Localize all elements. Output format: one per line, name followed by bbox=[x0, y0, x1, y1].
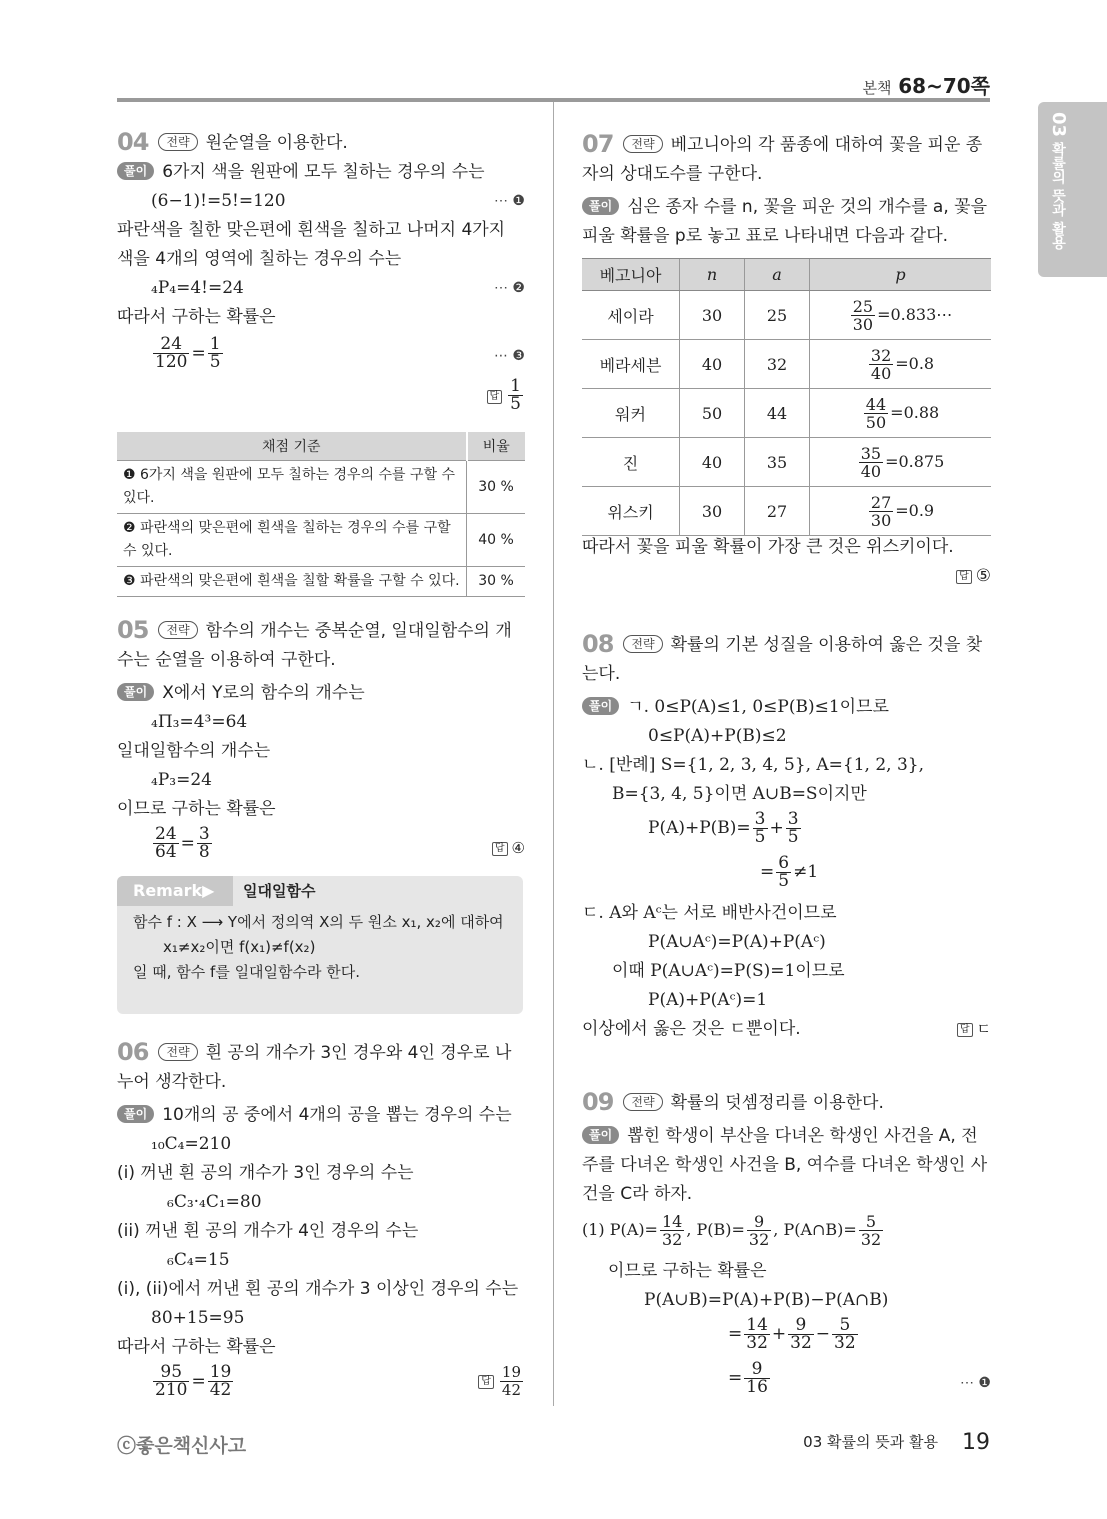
step-marker: ⋯ ❶ bbox=[959, 1375, 991, 1391]
problem-number: 09 bbox=[582, 1088, 614, 1116]
problem-number: 06 bbox=[117, 1038, 149, 1066]
problem-09: 09 전략 확률의 덧셈정리를 이용한다. 풀이 뽑힌 학생이 부산을 다녀온 학생인 사건을 A, 전주를 다녀온 학생인 사건을 B, 여수를 다녀온 학생인 사건을 C라 하자. (1) P(A)= $\frac{14}{32}$ , P(B)= $\frac{9}{32}$ , P(A∩B)= $\frac{5}{32}$ 이므로 구하는 확률은 P(A∪B)=P(A)+P(B)−P(A∩B) = $\frac{14}{32}$ + $\frac{9}{32}$ − $\frac{5}{32}$ = $\frac{9}{16}$ ⋯ ❶ bbox=[582, 1088, 991, 1397]
problem-number: 07 bbox=[582, 130, 614, 158]
problem-08: 08 전략 확률의 기본 성질을 이용하여 옳은 것을 찾는다. 풀이 ㄱ. 0≤P(A)≤1, 0≤P(B)≤1이므로 0≤P(A)+P(B)≤2 ㄴ. [반례] S={1, 2, 3, 4, 5}, A={1, 2, 3}, B={3, 4, 5}이면 A∪B=S이지만 P(A)+P(B)= $\frac{3}{5}$ + $\frac{3}{5}$ = $\frac{6}{5}$ ≠1 ㄷ. A와 Aᶜ는 서로 배반사건이므로 P(A∪Aᶜ)=P(A)+P(Aᶜ) 이때 P(A∪Aᶜ)=P(S)=1이므로 P(A)+P(Aᶜ)=1 이상에서 옳은 것은 ㄷ뿐이다. 답 ㄷ bbox=[582, 630, 991, 1044]
fraction: $\frac{24}{120}$ bbox=[155, 334, 188, 372]
publisher-logo: ⓒ좋은책신사고 bbox=[117, 1435, 247, 1457]
solution-badge: 풀이 bbox=[582, 1126, 619, 1144]
solution-badge: 풀이 bbox=[582, 197, 619, 215]
fraction: $\frac{24}{64}$ bbox=[155, 824, 177, 862]
page-number: 19 bbox=[962, 1430, 990, 1455]
table-row: ❸ 파란색의 맞은편에 흰색을 칠할 확률을 구할 수 있다. 30 % bbox=[117, 567, 525, 597]
solution-badge: 풀이 bbox=[117, 162, 154, 180]
chapter-side-label: 03 확률의 뜻과 활용 bbox=[1048, 112, 1069, 250]
answer: 답 ⑤ bbox=[582, 562, 991, 591]
table-row: 위스키 30 27 $\frac{27}{30}$ =0.9 bbox=[582, 487, 991, 536]
answer: 답 ㄷ bbox=[957, 1015, 991, 1044]
fraction: $\frac{19}{42}$ bbox=[209, 1362, 232, 1400]
page-footer: 03 확률의 뜻과 활용 19 bbox=[803, 1430, 990, 1455]
table-row: 워커 50 44 $\frac{44}{50}$ =0.88 bbox=[582, 389, 991, 438]
answer: 답 ④ bbox=[492, 834, 525, 863]
page-range-header: 본책 68~70쪽 bbox=[862, 74, 990, 98]
table-row: ❷ 파란색의 맞은편에 흰색을 칠하는 경우의 수를 구할 수 있다. 40 % bbox=[117, 514, 525, 567]
step-marker: ⋯ ❸ bbox=[493, 348, 525, 364]
strategy-badge: 전략 bbox=[623, 1093, 662, 1111]
column-divider bbox=[553, 102, 554, 1406]
solution-badge: 풀이 bbox=[582, 697, 619, 715]
strategy-badge: 전략 bbox=[158, 1043, 197, 1061]
problem-number: 05 bbox=[117, 616, 149, 644]
fraction: $\frac{3}{8}$ bbox=[198, 824, 210, 862]
problem-number: 08 bbox=[582, 630, 614, 658]
strategy-badge: 전략 bbox=[158, 621, 197, 639]
step-marker: ⋯ ❶ bbox=[493, 193, 525, 209]
remark-title: 일대일함수 bbox=[243, 882, 316, 900]
problem-number: 04 bbox=[117, 128, 149, 156]
answer: 답 $\frac{19}{42}$ bbox=[478, 1364, 525, 1399]
table-row: 진 40 35 $\frac{35}{40}$ =0.875 bbox=[582, 438, 991, 487]
problem-07: 07 전략 베고니아의 각 품종에 대하여 꽃을 피운 종자의 상대도수를 구한다. 풀이 심은 종자 수를 n, 꽃을 피운 것의 개수를 a, 꽃을 피울 확률을 p로 놓고 표로 나타내면 다음과 같다. bbox=[582, 130, 987, 246]
begonia-table: 베고니아 n a p 세이라 30 25 $\frac{25}{30}$ =0.833⋯ 베라세븐 40 32 $\frac{32}{40}$ =0.8 워커 50 44 $\frac{44}{50}$ =0.88 진 40 35 $\frac{35}{40}$ =0.875 위스키 30 27 $\frac{27}{30}$ =0.9 bbox=[582, 258, 991, 536]
strategy-badge: 전략 bbox=[158, 133, 197, 151]
table-row: 세이라 30 25 $\frac{25}{30}$ =0.833⋯ bbox=[582, 291, 991, 340]
strategy-badge: 전략 bbox=[623, 135, 662, 153]
solution-badge: 풀이 bbox=[117, 683, 154, 701]
fraction: $\frac{95}{210}$ bbox=[155, 1362, 188, 1400]
answer: 답 $\frac{1}{5}$ bbox=[117, 378, 525, 422]
problem-04: 04 전략 원순열을 이용한다. 풀이 6가지 색을 원판에 모두 칠하는 경우의 수는 (6−1)!=5!=120 ⋯ ❶ 파란색을 칠한 맞은편에 흰색을 칠하고 나머지 4가지 색을 4개의 영역에 칠하는 경우의 수는 ₄P₄=4!=24 ⋯ ❷ 따라서 구하는 확률은 $\frac{24}{120}$ = $\frac{1}{5}$ ⋯ ❸ 답 $\frac{1}{5}$ bbox=[117, 128, 525, 422]
remark-label: Remark▶ bbox=[117, 876, 233, 906]
remark-box: Remark▶ 일대일함수 함수 f : X ⟶ Y에서 정의역 X의 두 원소 x₁, x₂에 대하여 x₁≠x₂이면 f(x₁)≠f(x₂) 일 때, 함수 f를 일대일함수라 한다. bbox=[117, 876, 523, 1014]
problem-05: 05 전략 함수의 개수는 중복순열, 일대일함수의 개수는 순열을 이용하여 구한다. 풀이 X에서 Y로의 함수의 개수는 ₄Π₃=4³=64 일대일함수의 개수는 ₄P₃=24 이므로 구하는 확률은 $\frac{24}{64}$ = $\frac{3}{8}$ 답 ④ bbox=[117, 616, 525, 862]
solution-badge: 풀이 bbox=[117, 1105, 154, 1123]
table-row: 베라세븐 40 32 $\frac{32}{40}$ =0.8 bbox=[582, 340, 991, 389]
strategy-badge: 전략 bbox=[623, 635, 662, 653]
scoring-table: 채점 기준 비율 ❶ 6가지 색을 원판에 모두 칠하는 경우의 수를 구할 수 있다. 30 % ❷ 파란색의 맞은편에 흰색을 칠하는 경우의 수를 구할 수 있다. 40 % ❸ 파란색의 맞은편에 흰색을 칠할 확률을 구할 수 있다. 30 % bbox=[117, 432, 525, 597]
problem-06: 06 전략 흰 공의 개수가 3인 경우와 4인 경우로 나누어 생각한다. 풀이 10개의 공 중에서 4개의 공을 뽑는 경우의 수는 ₁₀C₄=210 (i) 꺼낸 흰 공의 개수가 3인 경우의 수는 ₆C₃·₄C₁=80 (ii) 꺼낸 흰 공의 개수가 4인 경우의 수는 ₆C₄=15 (i), (ii)에서 꺼낸 흰 공의 개수가 3 이상인 경우의 수는 80+15=95 따라서 구하는 확률은 $\frac{95}{210}$ = $\frac{19}{42}$ 답 $\frac{19}{42}$ bbox=[117, 1038, 525, 1408]
step-marker: ⋯ ❷ bbox=[493, 280, 525, 296]
table-row: ❶ 6가지 색을 원판에 모두 칠하는 경우의 수를 구할 수 있다. 30 % bbox=[117, 461, 525, 514]
fraction: $\frac{1}{5}$ bbox=[209, 334, 221, 372]
